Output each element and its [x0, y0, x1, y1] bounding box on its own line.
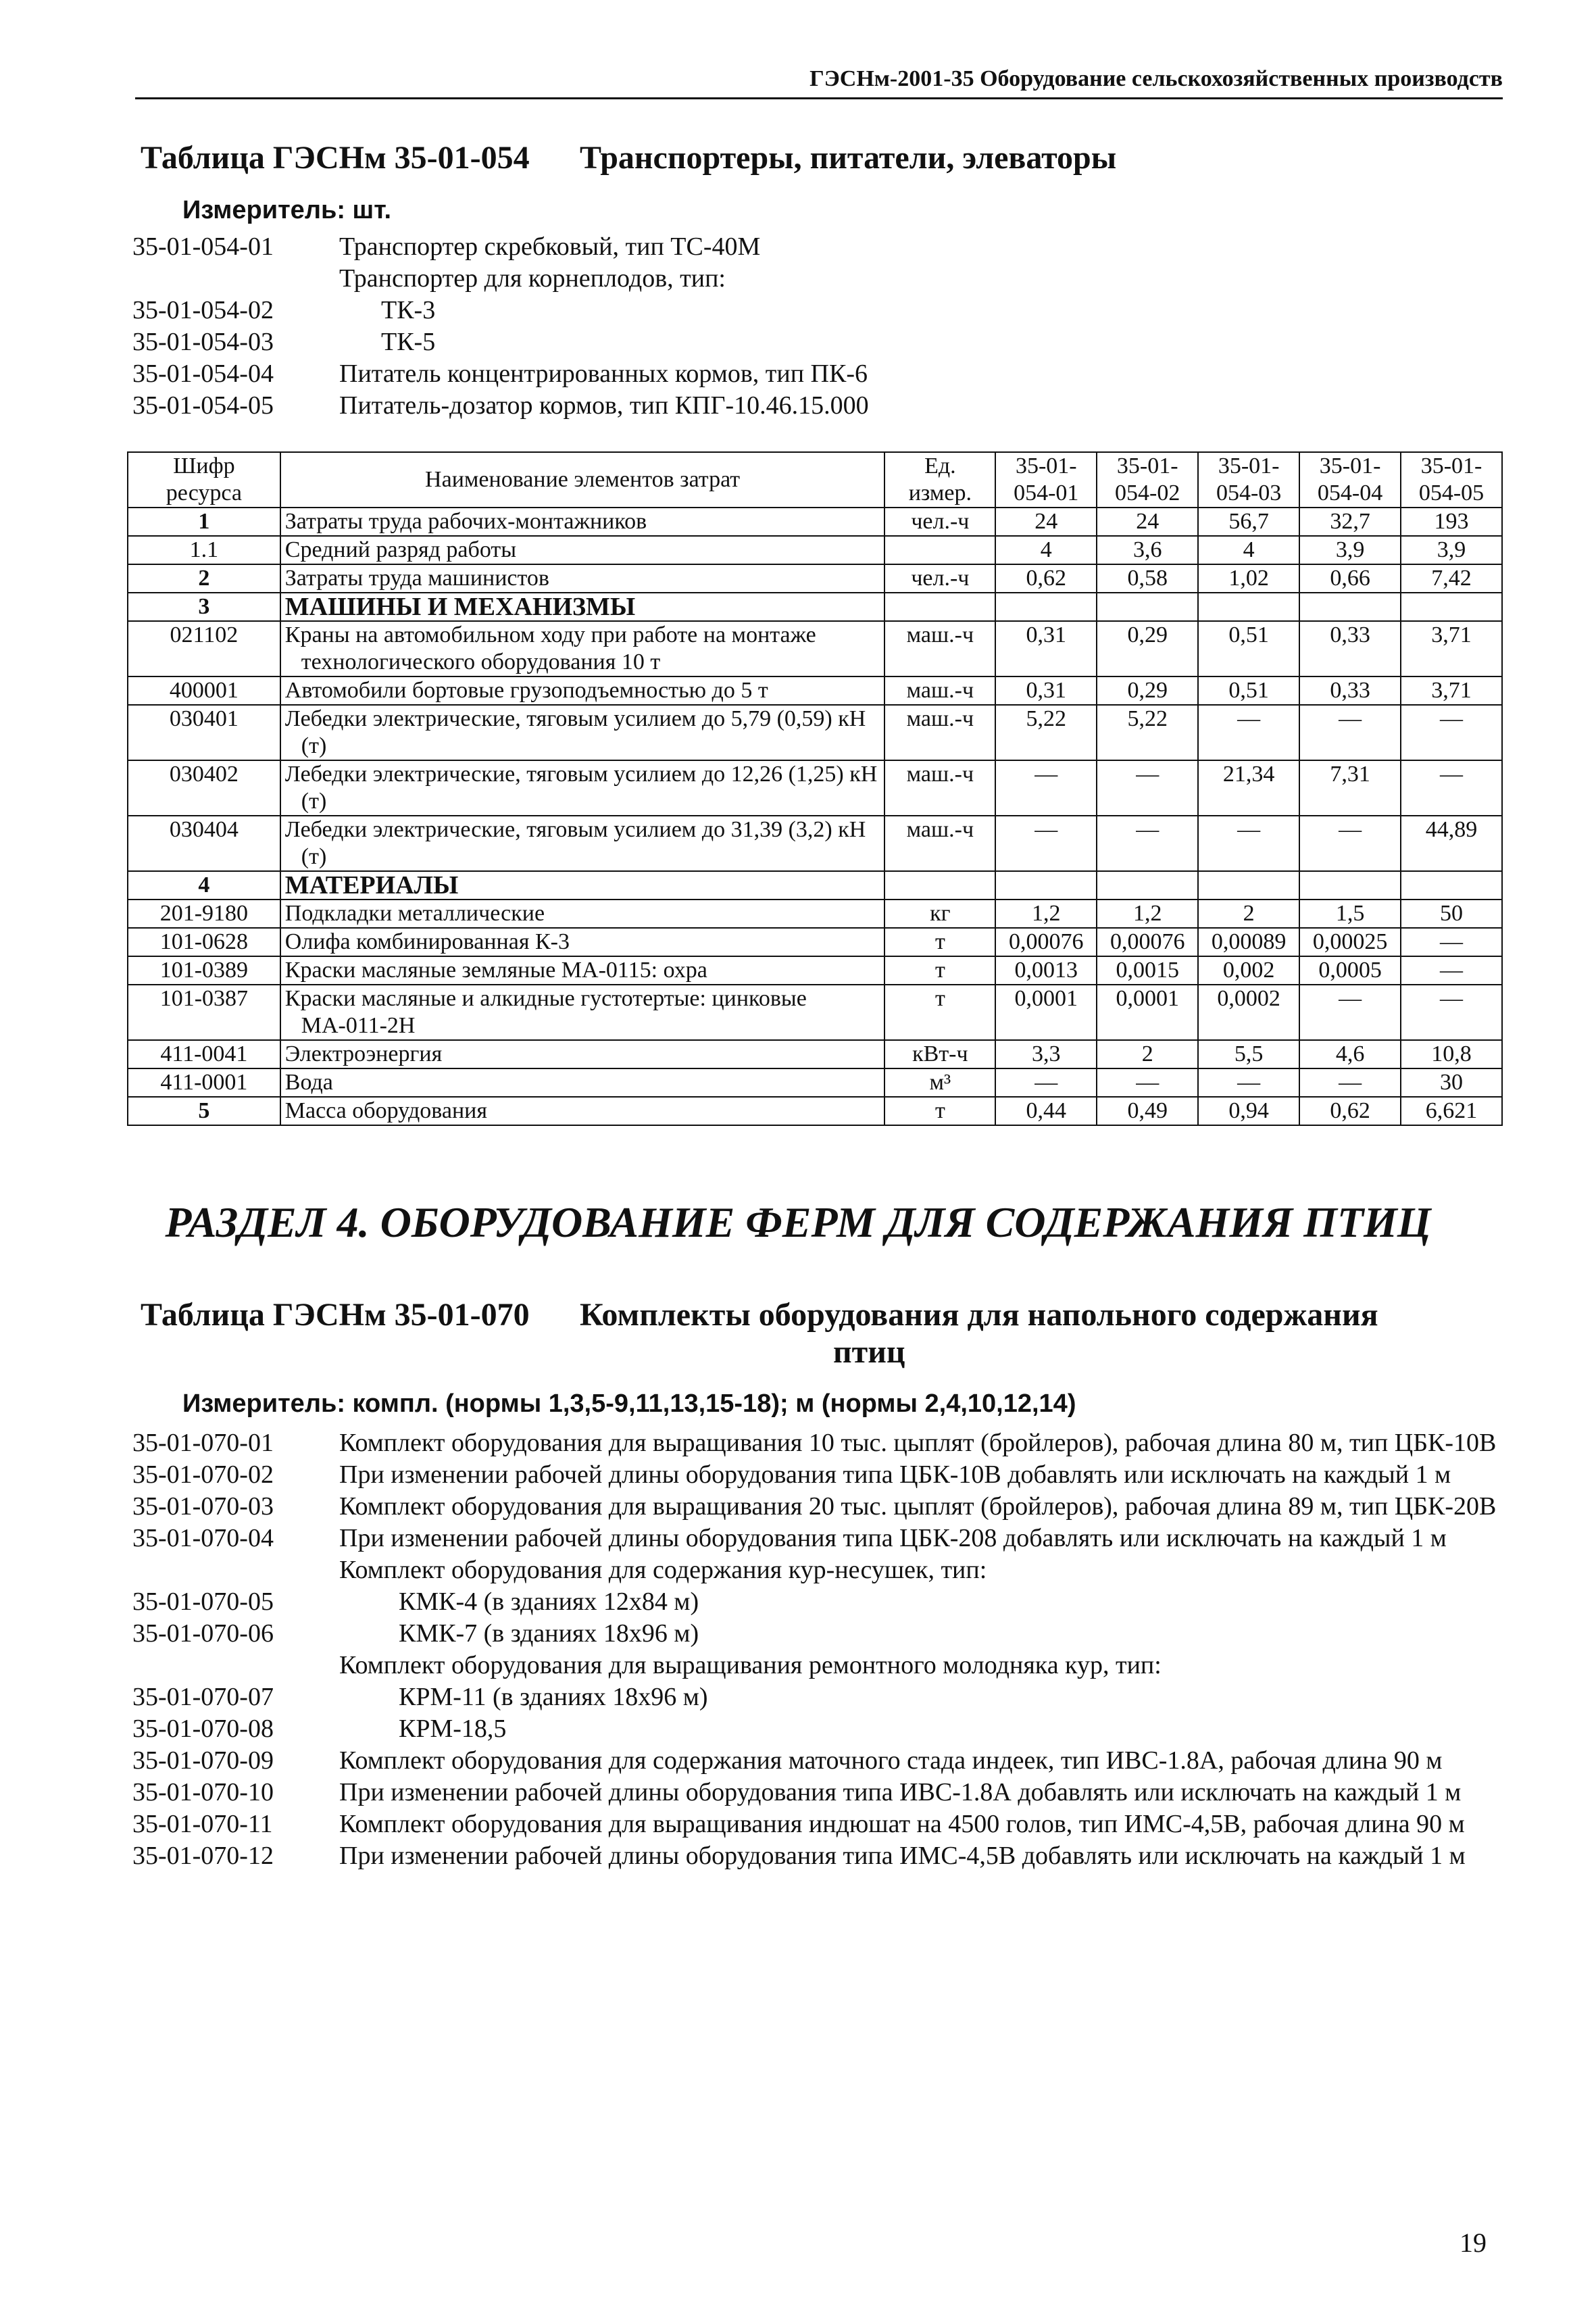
cell-value: 5,22 [995, 705, 1097, 760]
cell-value: — [1401, 985, 1502, 1040]
norm-header-part: 35-01- [1218, 453, 1280, 478]
cell-value: 0,00076 [995, 928, 1097, 956]
cell-name: Электроэнергия [280, 1040, 885, 1068]
cell-value: 3,3 [995, 1040, 1097, 1068]
cell-cipher: 201-9180 [128, 900, 280, 928]
cell-name: Краны на автомобильном ходу при работе на монтаже технологического оборудования 10 т [280, 621, 885, 676]
cell-value: 0,29 [1097, 676, 1198, 705]
cell-value: — [1401, 956, 1502, 985]
cell-value: 5,5 [1198, 1040, 1299, 1068]
resource-table-body [128, 508, 1502, 1125]
col-norm-header [1299, 452, 1401, 508]
cell-unit [884, 593, 995, 621]
cell-value: — [1299, 705, 1401, 760]
cell-value: 1,2 [1097, 900, 1198, 928]
item-text: КРМ-18,5 [399, 1715, 507, 1743]
cell-value [1401, 871, 1502, 900]
cell-value: — [1401, 705, 1502, 760]
cell-unit: т [884, 956, 995, 985]
list-item [132, 358, 869, 390]
cell-value: 0,33 [1299, 676, 1401, 705]
cell-name: Масса оборудования [280, 1097, 885, 1125]
cell-cipher: 3 [128, 593, 280, 621]
item-text: При изменении рабочей длины оборудования типа ИМС-4,5В добавлять или исключать на каждый 1 м [339, 1842, 1466, 1870]
cell-value: 0,29 [1097, 621, 1198, 676]
cell-value: 0,0002 [1198, 985, 1299, 1040]
table-row [128, 816, 1502, 871]
cell-value: — [1401, 760, 1502, 816]
cell-value: 0,0015 [1097, 956, 1198, 985]
col-norm-header [995, 452, 1097, 508]
cell-value: 50 [1401, 900, 1502, 928]
table-row [128, 871, 1502, 900]
item-text: При изменении рабочей длины оборудования типа ЦБК-208 добавлять или исключать на каждый 1 м [339, 1524, 1447, 1552]
cell-name: Вода [280, 1068, 885, 1097]
cell-name: Подкладки металлические [280, 900, 885, 928]
item-code: 35-01-070-07 [132, 1683, 274, 1711]
table-row [128, 676, 1502, 705]
cell-unit: маш.-ч [884, 621, 995, 676]
cell-value [995, 871, 1097, 900]
item-code: 35-01-054-03 [132, 328, 274, 356]
table-row [128, 564, 1502, 593]
item-code: 35-01-070-04 [132, 1524, 274, 1552]
cell-name: Лебедки электрические, тяговым усилием до 5,79 (0,59) кН (т) [280, 705, 885, 760]
table-54-code: Таблица ГЭСНм 35-01-054 [141, 140, 530, 176]
item-code: 35-01-070-02 [132, 1460, 274, 1489]
running-header: ГЭСНм-2001-35 Оборудование сельскохозяйственных производств [135, 66, 1503, 99]
cell-unit [884, 871, 995, 900]
section-heading: РАЗДЕЛ 4. ОБОРУДОВАНИЕ ФЕРМ ДЛЯ СОДЕРЖАНИЯ ПТИЦ [165, 1198, 1431, 1246]
table-header-row [128, 452, 1502, 508]
list-item [132, 1840, 1504, 1872]
item-code: 35-01-054-02 [132, 296, 274, 324]
cell-value: 44,89 [1401, 816, 1502, 871]
cell-unit: кг [884, 900, 995, 928]
cell-value: 0,62 [1299, 1097, 1401, 1125]
cell-cipher: 1 [128, 508, 280, 536]
list-item [132, 263, 869, 295]
cell-value: 5,22 [1097, 705, 1198, 760]
norm-header-part: 35-01- [1116, 453, 1178, 478]
list-item [132, 295, 869, 326]
item-code [132, 263, 339, 295]
cell-name: Олифа комбинированная К-3 [280, 928, 885, 956]
item-code: 35-01-054-01 [132, 232, 274, 261]
list-item [132, 1459, 1504, 1491]
cell-value: 0,002 [1198, 956, 1299, 985]
cell-cipher: 4 [128, 871, 280, 900]
item-text: Комплект оборудования для выращивания индюшат на 4500 голов, тип ИМС-4,5В, рабочая длина 90 м [339, 1810, 1465, 1838]
cell-value: 0,31 [995, 676, 1097, 705]
table-row [128, 956, 1502, 985]
cell-value: — [1097, 816, 1198, 871]
cell-value [995, 593, 1097, 621]
cell-value: 2 [1097, 1040, 1198, 1068]
col-norm-header [1198, 452, 1299, 508]
cell-unit: м³ [884, 1068, 995, 1097]
cell-value: 0,0013 [995, 956, 1097, 985]
cell-value: — [1097, 1068, 1198, 1097]
item-text: При изменении рабочей длины оборудования типа ЦБК-10В добавлять или исключать на каждый 1 м [339, 1460, 1451, 1489]
cell-unit: маш.-ч [884, 760, 995, 816]
item-code: 35-01-070-08 [132, 1715, 274, 1743]
cell-unit: т [884, 1097, 995, 1125]
table-70-name [580, 1296, 1378, 1371]
cell-unit: кВт-ч [884, 1040, 995, 1068]
cell-name: МАТЕРИАЛЫ [280, 871, 885, 900]
table-row [128, 1040, 1502, 1068]
cell-name: МАШИНЫ И МЕХАНИЗМЫ [280, 593, 885, 621]
col-norm-header [1401, 452, 1502, 508]
cell-value: 0,94 [1198, 1097, 1299, 1125]
cell-value: 0,51 [1198, 676, 1299, 705]
cell-value: 0,31 [995, 621, 1097, 676]
item-text: Транспортер для корнеплодов, тип: [339, 264, 726, 293]
cell-cipher: 411-0041 [128, 1040, 280, 1068]
cell-value: 24 [995, 508, 1097, 536]
cell-value [1097, 871, 1198, 900]
norm-header-part: 054-05 [1418, 481, 1485, 506]
norm-header-part: 35-01- [1420, 453, 1482, 478]
table-row [128, 760, 1502, 816]
cell-value: — [995, 760, 1097, 816]
cell-value [1097, 593, 1198, 621]
cell-value [1299, 871, 1401, 900]
cell-value: 7,42 [1401, 564, 1502, 593]
cell-unit: т [884, 928, 995, 956]
item-text: КРМ-11 (в зданиях 18x96 м) [399, 1683, 708, 1711]
cell-value: 0,49 [1097, 1097, 1198, 1125]
cell-value: 0,44 [995, 1097, 1097, 1125]
cell-unit [884, 536, 995, 564]
cell-value: 0,66 [1299, 564, 1401, 593]
norm-header-part: 35-01- [1015, 453, 1077, 478]
col-cipher-header: Шифр ресурса [128, 452, 280, 508]
list-item [132, 1618, 1504, 1650]
table-54-meter: Измеритель: шт. [182, 196, 392, 224]
list-item [132, 1427, 1504, 1459]
norm-header-part: 35-01- [1319, 453, 1381, 478]
item-code: 35-01-070-10 [132, 1778, 274, 1806]
cell-value [1299, 593, 1401, 621]
cell-value: 193 [1401, 508, 1502, 536]
cell-value: 1,5 [1299, 900, 1401, 928]
item-code [132, 1554, 339, 1586]
cell-value: 1,02 [1198, 564, 1299, 593]
list-item [132, 1586, 1504, 1618]
list-item [132, 1713, 1504, 1745]
item-text: ТК-3 [381, 296, 436, 324]
table-row [128, 508, 1502, 536]
table-54-title [141, 139, 1116, 176]
page-number: 19 [1460, 2227, 1487, 2258]
item-text: ТК-5 [381, 328, 436, 356]
cell-value: 10,8 [1401, 1040, 1502, 1068]
cell-cipher: 2 [128, 564, 280, 593]
cell-unit: т [884, 985, 995, 1040]
norm-header-part: 054-02 [1115, 481, 1180, 506]
resource-table [127, 451, 1503, 1126]
cell-cipher: 030402 [128, 760, 280, 816]
item-text: Комплект оборудования для содержания кур-несушек, тип: [339, 1556, 987, 1584]
cell-name: Лебедки электрические, тяговым усилием до 12,26 (1,25) кН (т) [280, 760, 885, 816]
cell-value: 56,7 [1198, 508, 1299, 536]
table-70-meter: Измеритель: компл. (нормы 1,3,5-9,11,13,15-18); м (нормы 2,4,10,12,14) [182, 1389, 1076, 1418]
cell-value: 3,71 [1401, 621, 1502, 676]
table-row [128, 1068, 1502, 1097]
list-item [132, 1491, 1504, 1523]
item-text: Комплект оборудования для содержания маточного стада индеек, тип ИВС-1.8А, рабочая длина 90 м [339, 1746, 1443, 1775]
cell-name: Краски масляные земляные МА-0115: охра [280, 956, 885, 985]
cell-cipher: 1.1 [128, 536, 280, 564]
cell-value: 0,0001 [995, 985, 1097, 1040]
cell-value: — [1299, 985, 1401, 1040]
cell-value: 32,7 [1299, 508, 1401, 536]
col-norm-header [1097, 452, 1198, 508]
table-row [128, 900, 1502, 928]
cell-name: Средний разряд работы [280, 536, 885, 564]
list-item [132, 1523, 1504, 1554]
cell-cipher: 021102 [128, 621, 280, 676]
cell-unit: чел.-ч [884, 508, 995, 536]
table-row [128, 1097, 1502, 1125]
norm-header-part: 054-04 [1317, 481, 1383, 506]
norm-header-part: 054-01 [1014, 481, 1079, 506]
cell-value: — [1299, 1068, 1401, 1097]
table-70-title [141, 1296, 1378, 1371]
item-text: КМК-7 (в зданиях 18x96 м) [399, 1619, 699, 1648]
cell-value: 21,34 [1198, 760, 1299, 816]
item-text: Транспортер скребковый, тип ТС-40М [339, 232, 761, 261]
list-item [132, 231, 869, 263]
list-item [132, 1745, 1504, 1777]
cell-name: Лебедки электрические, тяговым усилием до 31,39 (3,2) кН (т) [280, 816, 885, 871]
cell-name: Затраты труда машинистов [280, 564, 885, 593]
cell-cipher: 400001 [128, 676, 280, 705]
cell-value: 6,621 [1401, 1097, 1502, 1125]
col-unit-header: Ед. измер. [884, 452, 995, 508]
table-row [128, 705, 1502, 760]
list-item [132, 1681, 1504, 1713]
cell-cipher: 411-0001 [128, 1068, 280, 1097]
cell-value: 4,6 [1299, 1040, 1401, 1068]
cell-name: Затраты труда рабочих-монтажников [280, 508, 885, 536]
cell-value [1401, 593, 1502, 621]
item-code: 35-01-070-05 [132, 1587, 274, 1616]
item-text: При изменении рабочей длины оборудования типа ИВС-1.8А добавлять или исключать на каждый 1 м [339, 1778, 1462, 1806]
cell-value: 7,31 [1299, 760, 1401, 816]
cell-value: — [1198, 1068, 1299, 1097]
item-text: Комплект оборудования для выращивания 20 тыс. цыплят (бройлеров), рабочая длина 89 м, тип ЦБК-20В [339, 1492, 1497, 1521]
cell-value: 3,9 [1401, 536, 1502, 564]
item-text: КМК-4 (в зданиях 12x84 м) [399, 1587, 699, 1616]
cell-value: 24 [1097, 508, 1198, 536]
cell-value: — [1198, 816, 1299, 871]
cell-value: — [1097, 760, 1198, 816]
table-70-code: Таблица ГЭСНм 35-01-070 [141, 1297, 530, 1333]
list-item [132, 1808, 1504, 1840]
cell-value: 3,9 [1299, 536, 1401, 564]
item-code: 35-01-070-06 [132, 1619, 274, 1648]
item-text: Питатель-дозатор кормов, тип КПГ-10.46.15.000 [339, 391, 869, 420]
cell-cipher: 101-0387 [128, 985, 280, 1040]
cell-value: 30 [1401, 1068, 1502, 1097]
norm-header-part: 054-03 [1216, 481, 1282, 506]
table-54-name: Транспортеры, питатели, элеваторы [580, 140, 1117, 176]
cell-value: 0,0001 [1097, 985, 1198, 1040]
cell-cipher: 030401 [128, 705, 280, 760]
table-70-items [132, 1427, 1504, 1872]
item-code: 35-01-070-11 [132, 1810, 273, 1838]
table-row [128, 593, 1502, 621]
cell-value: 0,00076 [1097, 928, 1198, 956]
cell-cipher: 101-0389 [128, 956, 280, 985]
cell-value: 0,58 [1097, 564, 1198, 593]
list-item [132, 326, 869, 358]
table-70-name-line1: Комплекты оборудования для напольного содержания [580, 1297, 1378, 1333]
cell-value: — [1401, 928, 1502, 956]
cell-value: 0,00025 [1299, 928, 1401, 956]
list-item [132, 1554, 1504, 1586]
item-code: 35-01-054-05 [132, 391, 274, 420]
table-54-items [132, 231, 869, 422]
cell-name: Краски масляные и алкидные густотертые: цинковые МА-011-2Н [280, 985, 885, 1040]
cell-name: Автомобили бортовые грузоподъемностью до 5 т [280, 676, 885, 705]
item-code: 35-01-070-09 [132, 1746, 274, 1775]
table-row [128, 985, 1502, 1040]
cell-value: — [1299, 816, 1401, 871]
item-code: 35-01-054-04 [132, 360, 274, 388]
cell-unit: маш.-ч [884, 816, 995, 871]
cell-cipher: 030404 [128, 816, 280, 871]
cell-value: 0,62 [995, 564, 1097, 593]
cell-cipher: 101-0628 [128, 928, 280, 956]
list-item [132, 1777, 1504, 1808]
cell-unit: чел.-ч [884, 564, 995, 593]
item-code: 35-01-070-12 [132, 1842, 274, 1870]
cell-value: 2 [1198, 900, 1299, 928]
col-name-header: Наименование элементов затрат [280, 452, 885, 508]
item-code: 35-01-070-03 [132, 1492, 274, 1521]
cell-value [1198, 871, 1299, 900]
resource-table-head [128, 452, 1502, 508]
cell-value: 0,51 [1198, 621, 1299, 676]
cell-value: 0,33 [1299, 621, 1401, 676]
table-row [128, 621, 1502, 676]
item-code [132, 1650, 339, 1681]
cell-value: — [995, 816, 1097, 871]
table-70-name-line2: птиц [833, 1334, 905, 1370]
item-code: 35-01-070-01 [132, 1429, 274, 1457]
item-text: Комплект оборудования для выращивания ремонтного молодняка кур, тип: [339, 1651, 1162, 1679]
cell-value: — [995, 1068, 1097, 1097]
cell-value: 3,6 [1097, 536, 1198, 564]
cell-value: 0,00089 [1198, 928, 1299, 956]
cell-cipher: 5 [128, 1097, 280, 1125]
list-item [132, 1650, 1504, 1681]
table-row [128, 536, 1502, 564]
item-text: Комплект оборудования для выращивания 10 тыс. цыплят (бройлеров), рабочая длина 80 м, тип ЦБК-10В [339, 1429, 1497, 1457]
cell-value: 1,2 [995, 900, 1097, 928]
list-item [132, 390, 869, 422]
cell-unit: маш.-ч [884, 676, 995, 705]
cell-value: 0,0005 [1299, 956, 1401, 985]
cell-value: — [1198, 705, 1299, 760]
table-row [128, 928, 1502, 956]
cell-value [1198, 593, 1299, 621]
cell-unit: маш.-ч [884, 705, 995, 760]
cell-value: 4 [1198, 536, 1299, 564]
cell-value: 3,71 [1401, 676, 1502, 705]
cell-value: 4 [995, 536, 1097, 564]
item-text: Питатель концентрированных кормов, тип ПК-6 [339, 360, 868, 388]
